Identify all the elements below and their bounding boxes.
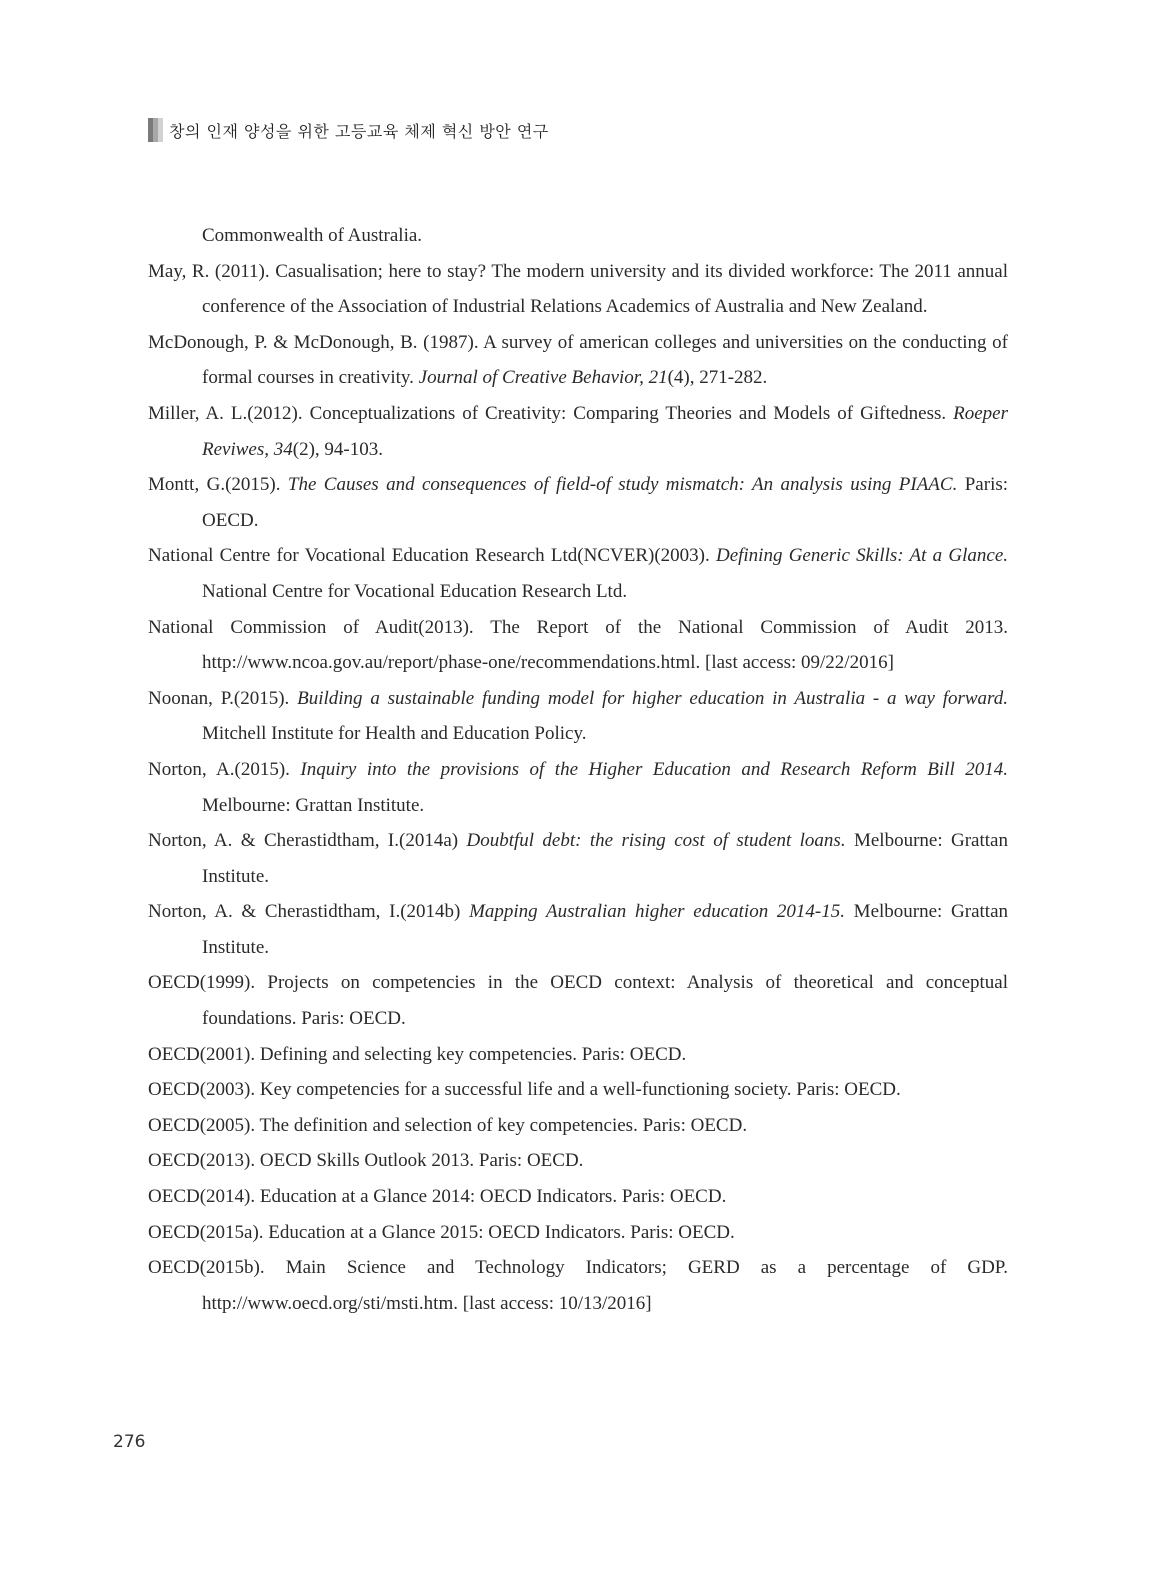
reference-text: OECD(2014). Education at a Glance 2014: OECD Indicators. Paris: OECD. (148, 1186, 727, 1208)
reference-entry (148, 1072, 1008, 1108)
reference-entry (148, 396, 1008, 467)
reference-text: OECD(2013). OECD Skills Outlook 2013. Paris: OECD. (148, 1150, 584, 1172)
reference-title-italic: Building a sustainable funding model for higher education in Australia - a way forward. (297, 687, 1008, 709)
reference-text: McDonough, P. & McDonough, B. (1987). A survey of american colleges and universities on the conducting of formal courses in creativity. (148, 331, 1008, 389)
reference-entry (148, 610, 1008, 681)
reference-text: Melbourne: Grattan Institute. (202, 901, 1008, 958)
reference-text: National Centre for Vocational Education Research Ltd. (202, 580, 628, 602)
reference-title-italic: Inquiry into the provisions of the Higher Education and Research Reform Bill 2014. (300, 758, 1008, 780)
reference-entry (148, 1250, 1008, 1321)
reference-text: Miller, A. L.(2012). Conceptualizations of Creativity: Comparing Theories and Models of Giftedness. (148, 402, 954, 424)
reference-text: OECD(2015a). Education at a Glance 2015: OECD Indicators. Paris: OECD. (148, 1221, 735, 1243)
reference-entry (148, 823, 1008, 894)
reference-text: Melbourne: Grattan Institute. (202, 794, 425, 816)
reference-entry (148, 681, 1008, 752)
reference-text: Mitchell Institute for Health and Education Policy. (202, 723, 587, 745)
reference-title-italic: Roeper Reviwes, 34 (202, 402, 1008, 460)
reference-entry (148, 325, 1008, 396)
reference-title-italic: The Causes and consequences of field-of study mismatch: An analysis using PIAAC. (287, 474, 958, 496)
reference-text: OECD(1999). Projects on competencies in the OECD context: Analysis of theoretical and conceptual foundations. Paris: OECD. (148, 972, 1008, 1030)
reference-text: Norton, A.(2015). (148, 758, 301, 780)
reference-text: OECD(2005). The definition and selection of key competencies. Paris: OECD. (148, 1114, 748, 1136)
reference-text: OECD(2001). Defining and selecting key competencies. Paris: OECD. (148, 1043, 687, 1065)
reference-entry (148, 1179, 1008, 1215)
header-marker-icon (148, 118, 163, 142)
reference-entry (148, 894, 1008, 965)
reference-text: Noonan, P.(2015). (148, 687, 298, 709)
reference-entry (148, 1037, 1008, 1073)
reference-entry (148, 538, 1008, 609)
reference-entry (148, 965, 1008, 1036)
reference-entry (148, 752, 1008, 823)
reference-text: National Commission of Audit(2013). The Report of the National Commission of Audit 2013. http://www.ncoa.gov.au/report/phase-one/recommendations.html. [last access: 09/22/2016] (148, 616, 1008, 674)
reference-text: Paris: OECD. (202, 474, 1009, 531)
reference-title-italic: Journal of Creative Behavior, 21 (418, 367, 668, 389)
page-number: 276 (113, 1432, 146, 1452)
reference-text: Montt, G.(2015). (148, 474, 288, 496)
reference-text: National Centre for Vocational Education Research Ltd(NCVER)(2003). (148, 545, 716, 567)
reference-entry (148, 467, 1008, 538)
reference-text: Norton, A. & Cherastidtham, I.(2014a) (148, 830, 467, 852)
reference-text: (4), 271-282. (667, 367, 768, 389)
reference-text: May, R. (2011). Casualisation; here to stay? The modern university and its divided workforce: The 2011 annual conference of the Association of Industrial Relations Academics of Australia and New Zealand. (148, 260, 1008, 318)
reference-title-italic: Defining Generic Skills: At a Glance. (715, 545, 1008, 567)
reference-text: OECD(2015b). Main Science and Technology Indicators; GERD as a percentage of GDP. http://www.oecd.org/sti/msti.htm. [last access: 10/13/2016] (148, 1257, 1008, 1314)
reference-continuation (148, 218, 1008, 254)
reference-title-italic: Doubtful debt: the rising cost of student loans. (466, 830, 846, 852)
reference-title-italic: Mapping Australian higher education 2014-15. (469, 901, 845, 923)
reference-entry (148, 1108, 1008, 1144)
reference-text: Melbourne: Grattan Institute. (202, 830, 1008, 887)
reference-entry (148, 1143, 1008, 1179)
reference-text: OECD(2003). Key competencies for a successful life and a well-functioning society. Paris: OECD. (148, 1079, 901, 1101)
reference-entry (148, 1215, 1008, 1251)
reference-text: (2), 94-103. (292, 438, 383, 460)
running-head-title: 창의 인재 양성을 위한 고등교육 체제 혁신 방안 연구 (169, 121, 549, 141)
marker-stripe-light (158, 118, 163, 142)
reference-list (148, 218, 1008, 1321)
reference-text: Commonwealth of Australia. (202, 225, 423, 246)
reference-entry (148, 254, 1008, 325)
running-head (148, 118, 549, 142)
reference-text: Norton, A. & Cherastidtham, I.(2014b) (148, 901, 470, 923)
